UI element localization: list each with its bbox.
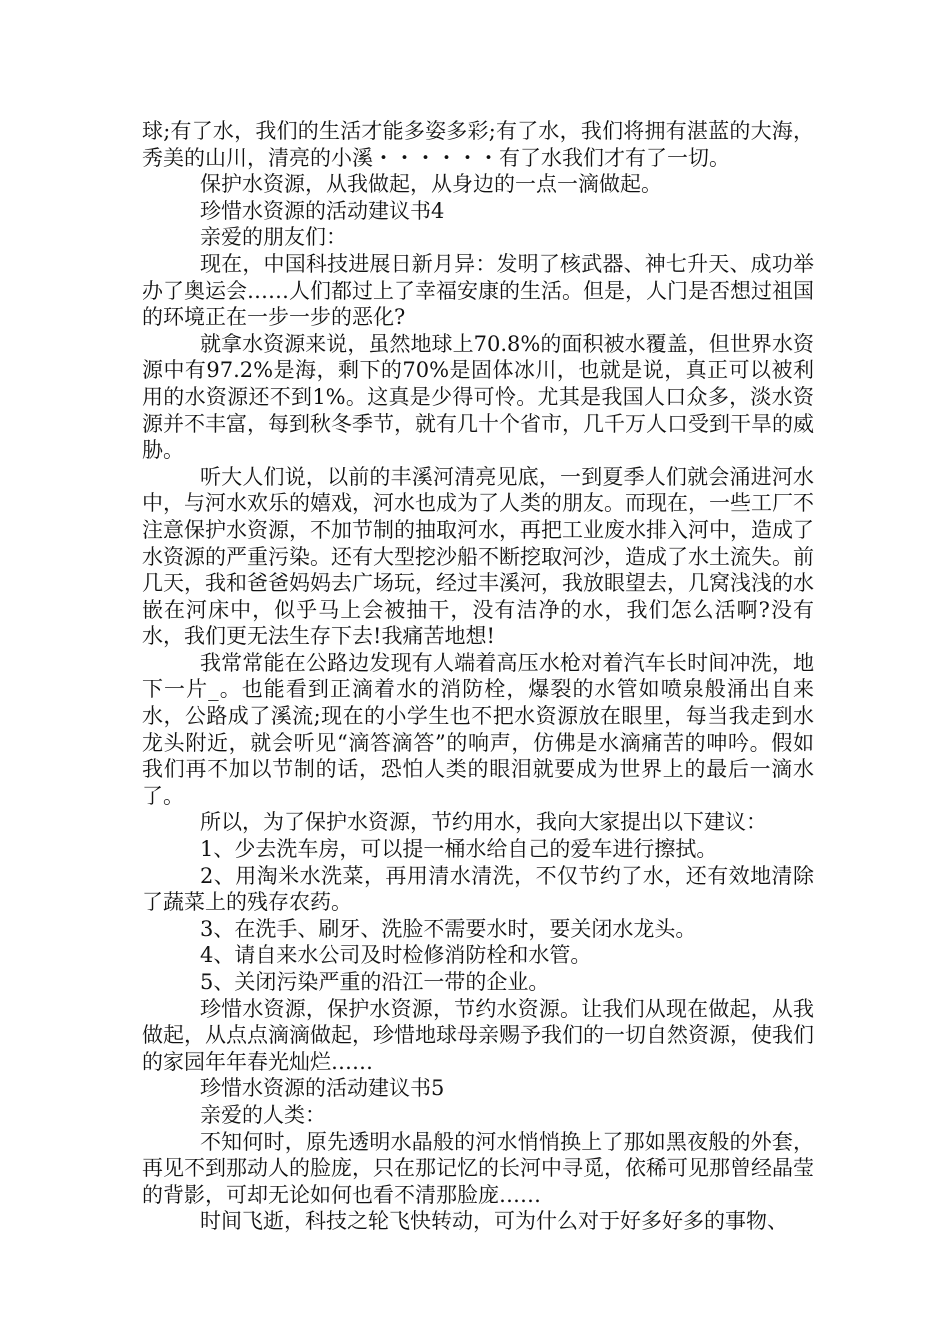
list-item: 1、少去洗车房，可以提一桶水给自己的爱车进行擦拭。 bbox=[200, 837, 718, 862]
list-item: 4、请自来水公司及时检修消防栓和水管。 bbox=[200, 943, 592, 968]
paragraph: 球;有了水，我们的生活才能多姿多彩;有了水，我们将拥有湛蓝的大海，秀美的山川，清亮的小溪・・・・・・有了水我们才有了一切。 bbox=[142, 119, 814, 170]
paragraph: 就拿水资源来说，虽然地球上70.8%的面积被水覆盖，但世界水资源中有97.2%是海，剩下的70%是固体冰川，也就是说，真正可以被利用的水资源还不到1%。这真是少得可怜。尤其是我国人口众多，淡水资源并不丰富，每到秋冬季节，就有几十个省市，几千万人口受到干旱的威胁。 bbox=[142, 331, 814, 463]
paragraph: 保护水资源，从我做起，从身边的一点一滴做起。 bbox=[200, 172, 662, 197]
salutation: 亲爱的朋友们： bbox=[200, 225, 347, 250]
document-page bbox=[142, 118, 814, 1235]
paragraph: 现在，中国科技进展日新月异：发明了核武器、神七升天、成功举办了奥运会……人们都过上了幸福安康的生活。但是，人门是否想过祖国的环境正在一步一步的恶化? bbox=[142, 251, 814, 330]
section-heading: 珍惜水资源的活动建议书5 bbox=[200, 1076, 445, 1101]
list-item: 3、在洗手、刷牙、洗脸不需要水时，要关闭水龙头。 bbox=[200, 916, 697, 941]
paragraph: 珍惜水资源，保护水资源，节约水资源。让我们从现在做起，从我做起，从点点滴滴做起，珍惜地球母亲赐予我们的一切自然资源，使我们的家园年年春光灿烂…… bbox=[142, 996, 814, 1074]
paragraph: 不知何时，原先透明水晶般的河水悄悄换上了那如黑夜般的外套，再见不到那动人的脸庞，只在那记忆的长河中寻觅，依稀可见那曾经晶莹的背影，可却无论如何也看不清那脸庞…… bbox=[142, 1129, 814, 1207]
paragraph: 我常常能在公路边发现有人端着高压水枪对着汽车长时间冲洗，地下一片_。也能看到正滴着水的消防栓，爆裂的水管如喷泉般涌出自来水，公路成了溪流;现在的小学生也不把水资源放在眼里，每当我走到水龙头附近，就会听见“滴答滴答”的响声，仿佛是水滴痛苦的呻吟。假如我们再不加以节制的话，恐怕人类的眼泪就要成为世界上的最后一滴水了。 bbox=[142, 650, 814, 808]
paragraph: 所以，为了保护水资源，节约用水，我向大家提出以下建议： bbox=[200, 810, 767, 835]
list-item: 2、用淘米水洗菜，再用清水清洗，不仅节约了水，还有效地清除了蔬菜上的残存农药。 bbox=[142, 863, 814, 915]
paragraph: 时间飞逝，科技之轮飞快转动，可为什么对于好多好多的事物、 bbox=[200, 1209, 788, 1234]
paragraph: 听大人们说，以前的丰溪河清亮见底，一到夏季人们就会涌进河水中，与河水欢乐的嬉戏，河水也成为了人类的朋友。而现在，一些工厂不注意保护水资源，不加节制的抽取河水，再把工业废水排入河中，造成了水资源的严重污染。还有大型挖沙船不断挖取河沙，造成了水土流失。前几天，我和爸爸妈妈去广场玩，经过丰溪河，我放眼望去，几窝浅浅的水嵌在河床中，似乎马上会被抽干，没有洁净的水，我们怎么活啊?没有水，我们更无法生存下去!我痛苦地想! bbox=[142, 464, 814, 649]
salutation: 亲爱的人类： bbox=[200, 1102, 326, 1127]
section-heading: 珍惜水资源的活动建议书4 bbox=[200, 198, 445, 223]
list-item: 5、关闭污染严重的沿江一带的企业。 bbox=[200, 970, 550, 994]
